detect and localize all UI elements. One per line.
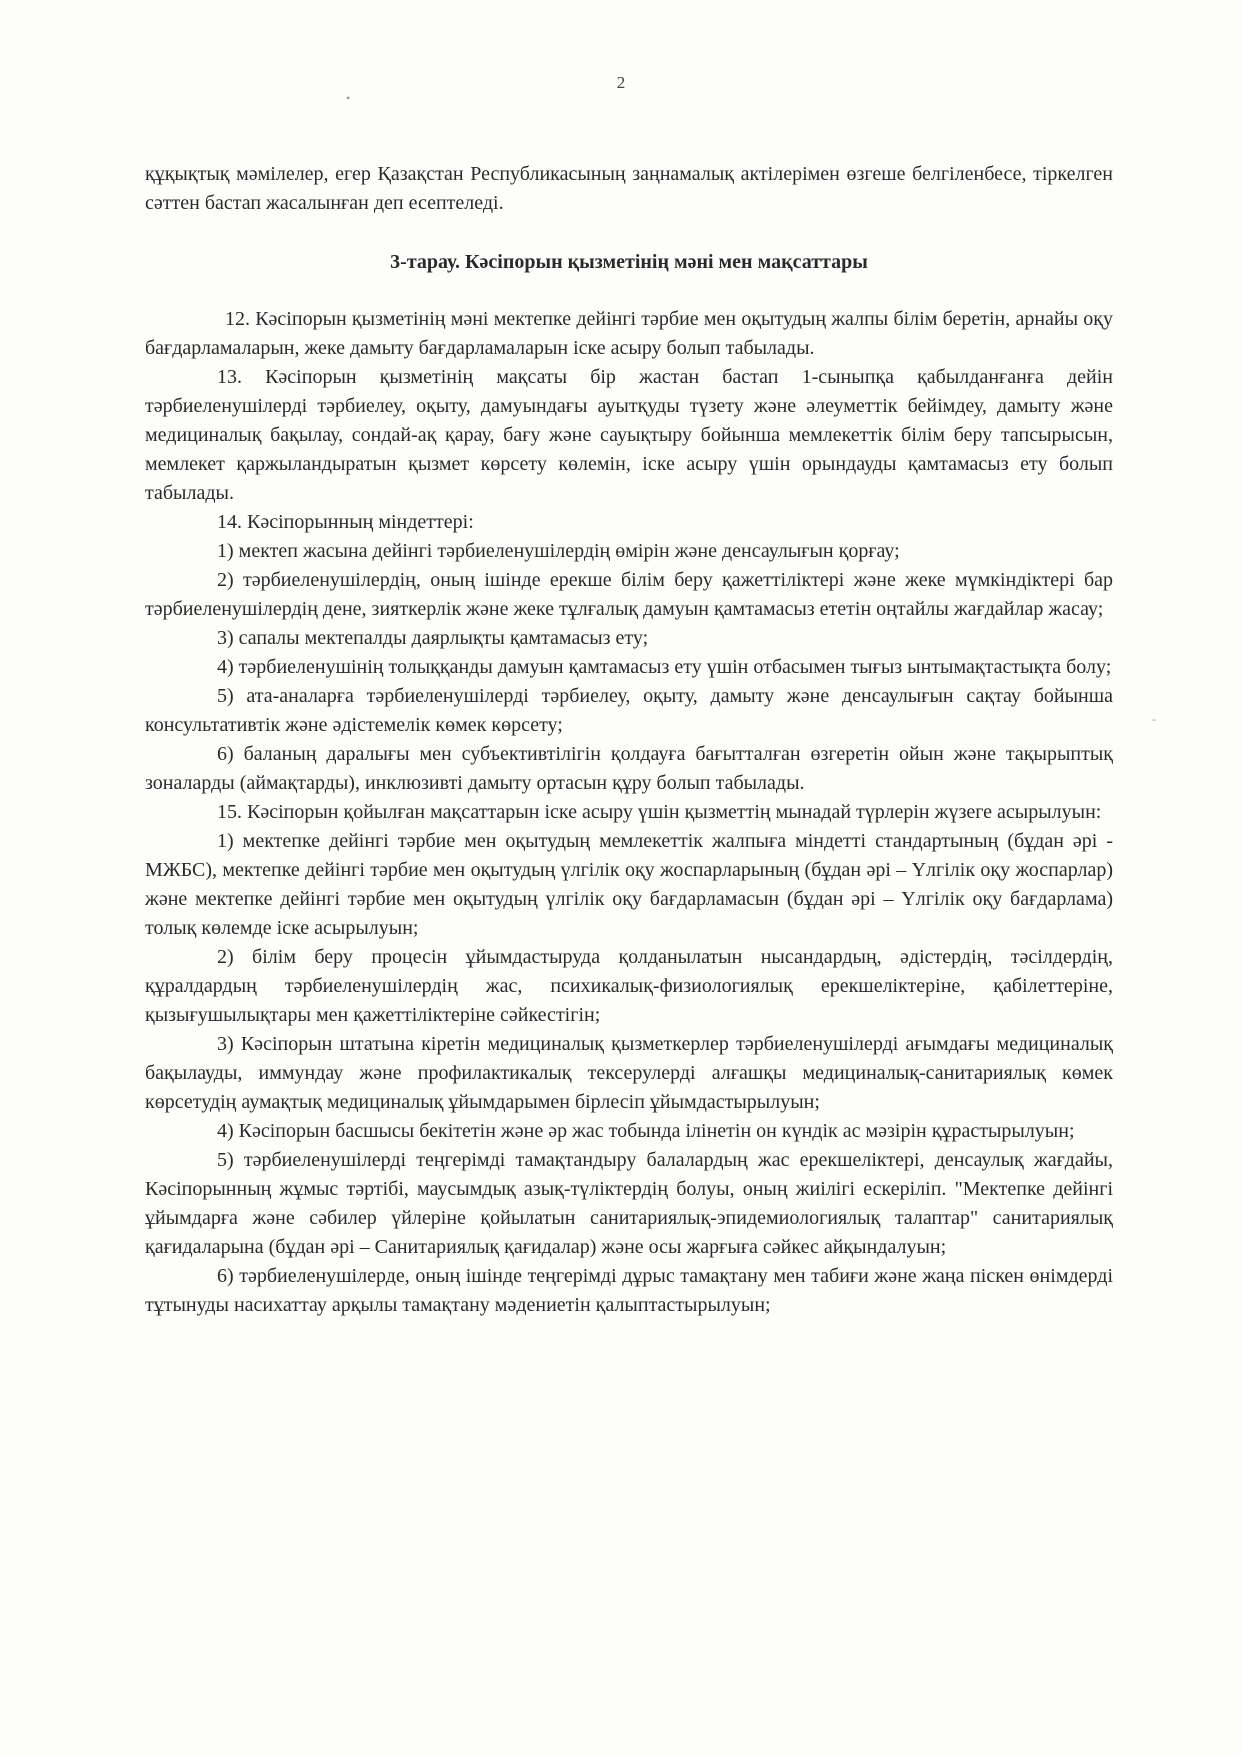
- scan-mark: •: [346, 91, 351, 105]
- list-item: 4) Кәсіпорын басшысы бекітетін және әр жас тобында ілінетін он күндік ас мәзірін құрастырылуын;: [217, 1120, 1075, 1142]
- paragraph-13: 13. Кәсіпорын қызметінің мақсаты бір жастан бастап 1-сыныпқа қабылданғанға дейін тәрбиеленушілерді тәрбиелеу, оқыту, дамуындағы ауытқуды түзету және әлеуметтік бейімдеу, дамыту және медициналық бақылау, сондай-ақ қарау, бағу және сауықтыру бойынша мемлекеттік білім беру тапсырысын, мемлекет қаржыландыратын қызмет көрсету көлемін, іске асыру үшін орындауды қамтамасыз ету болып табылады.: [145, 366, 1113, 504]
- list-item: 6) баланың даралығы мен субъективтілігін қолдауға бағытталған өзгеретін ойын және тақырыптық зоналарды (аймақтарды), инклюзивті дамыту ортасын құру болып табылады.: [145, 743, 1113, 794]
- list-item: 4) тәрбиеленушінің толыққанды дамуын қамтамасыз ету үшін отбасымен тығыз ынтымақтастықта болу;: [217, 656, 1112, 678]
- list-item: 2) білім беру процесін ұйымдастыруда қолданылатын нысандардың, әдістердің, тәсілдердің, құралдардың тәрбиеленушілердің жас, психикалық-физиологиялық ерекшеліктеріне, қабілеттеріне, қызығушылықтары мен қажеттіліктеріне сәйкестігін;: [145, 946, 1113, 1026]
- list-item: 5) тәрбиеленушілерді теңгерімді тамақтандыру балалардың жас ерекшеліктері, денсаулық жағдайы, Кәсіпорынның жұмыс тәртібі, маусымдық азық-түліктердің болуы, оның жиілігі ескеріліп. "Мектепке дейінгі ұйымдарға және сәбилер үйлеріне қойылатын санитариялық-эпидемиологиялық талаптар" санитариялық қағидаларына (бұдан әрі – Санитариялық қағидалар) және осы жарғыға сәйкес айқындалуын;: [145, 1149, 1113, 1258]
- document-body: [145, 160, 1113, 1320]
- page-number: 2: [616, 73, 626, 92]
- list-item: 3) сапалы мектепалды даярлықты қамтамасыз ету;: [217, 627, 649, 649]
- list-item: 5) ата-аналарға тәрбиеленушілерді тәрбиелеу, оқыту, дамыту және денсаулығын сақтау бойынша консультативтік және әдістемелік көмек көрсету;: [145, 685, 1113, 736]
- list-item: 3) Кәсіпорын штатына кіретін медициналық қызметкерлер тәрбиеленушілерді ағымдағы медициналық бақылауды, иммундау және профилактикалық тексерулерді алғашқы медициналық-санитариялық көмек көрсетудің аумақтық медициналық ұйымдарымен бірлесіп ұйымдастырылуын;: [145, 1033, 1113, 1113]
- paragraph-14: 14. Кәсіпорынның міндеттері:: [217, 511, 474, 533]
- list-item: 2) тәрбиеленушілердің, оның ішінде ерекше білім беру қажеттіліктері және жеке мүмкіндіктері бар тәрбиеленушілердің дене, зияткерлік және жеке тұлғалық дамуын қамтамасыз ететін оңтайлы жағдайлар жасау;: [145, 569, 1113, 620]
- list-item: 1) мектеп жасына дейінгі тәрбиеленушілердің өмірін және денсаулығын қорғау;: [217, 540, 900, 562]
- paragraph-12: 12. Кәсіпорын қызметінің мәні мектепке дейінгі тәрбие мен оқытудың жалпы білім беретін, арнайы оқу бағдарламаларын, жеке дамыту бағдарламаларын іске асыру болып табылады.: [145, 308, 1113, 359]
- list-item: 6) тәрбиеленушілерде, оның ішінде теңгерімді дұрыс тамақтану мен табиғи және жаңа піскен өнімдерді тұтынуды насихаттау арқылы тамақтану мәдениетін қалыптастырылуын;: [145, 1265, 1113, 1316]
- intro-paragraph: құқықтық мәмілелер, егер Қазақстан Республикасының заңнамалық актілерімен өзгеше белгіленбесе, тіркелген сәттен бастап жасалынған деп есептеледі.: [145, 163, 1113, 214]
- list-item: 1) мектепке дейінгі тәрбие мен оқытудың мемлекеттік жалпыға міндетті стандартының (бұдан әрі - МЖБС), мектепке дейінгі тәрбие мен оқытудың үлгілік оқу жоспарларының (бұдан әрі – Үлгілік оқу жоспарлар) және мектепке дейінгі тәрбие мен оқытудың үлгілік оқу бағдарламасын (бұдан әрі – Үлгілік оқу бағдарлама) толық көлемде іске асырылуын;: [145, 830, 1113, 939]
- scan-mark: -: [1152, 712, 1156, 726]
- paragraph-15: 15. Кәсіпорын қойылған мақсаттарын іске асыру үшін қызметтің мынадай түрлерін жүзеге асырылуын:: [217, 801, 1102, 823]
- section-heading: 3-тарау. Кәсіпорын қызметінің мәні мен мақсаттары: [390, 251, 868, 273]
